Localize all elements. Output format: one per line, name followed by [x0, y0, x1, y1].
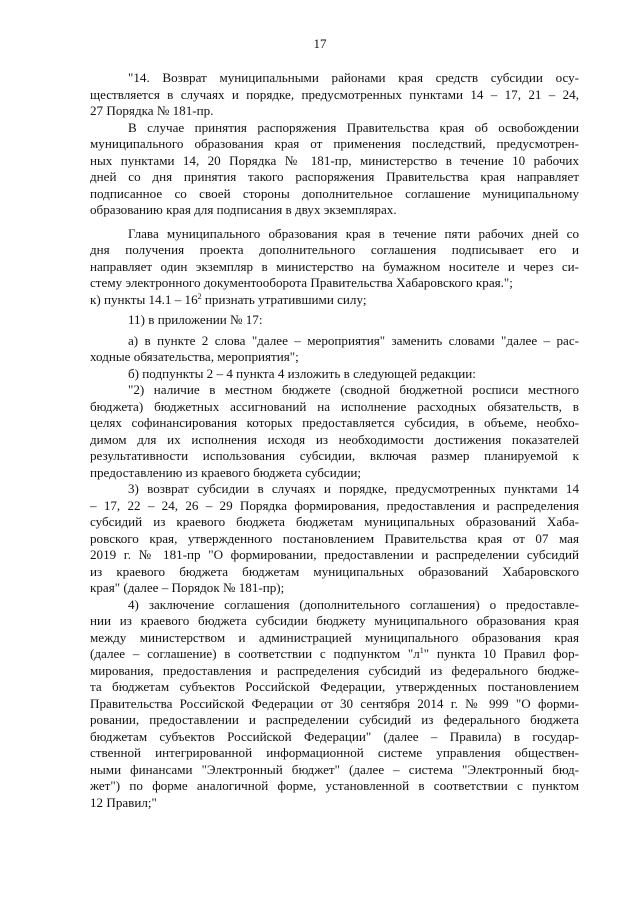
text-line: направляет один экземпляр в министерство на бумажном носителе и через си- — [90, 258, 579, 274]
text-line: целях софинансирования которых предоставляется субсидия, в объеме, необхо- — [90, 415, 579, 430]
paragraph-item-14 — [90, 70, 579, 120]
text-line: результативности использования субсидии, включая размер планируемой к — [90, 448, 579, 463]
text-fragment: " пункта 10 Правил фор- — [423, 646, 580, 661]
text-line: образованию края для подписания в двух экземплярах. — [90, 202, 397, 217]
superscript: 1 — [419, 646, 424, 655]
paragraph-subitem-b — [90, 366, 579, 383]
text-line: 27 Порядка № 181-пр. — [90, 103, 214, 118]
text-fragment: к) пункты 14.1 – 16 — [90, 291, 198, 307]
paragraph-head-signs — [90, 226, 579, 292]
text-line: ными финансами "Электронный бюджет" (далее – система "Электронный бюд- — [90, 761, 579, 777]
text-line: "2) наличие в местном бюджете (сводной бюджетной росписи местного — [128, 382, 579, 397]
text-line — [90, 292, 579, 309]
text-line: из краевого бюджета бюджетам муниципальных образований Хабаровского — [90, 563, 579, 579]
text-line: а) в пункте 2 слова "далее – мероприятия" заменить словами "далее – рас- — [128, 332, 579, 348]
page-number: 17 — [313, 36, 327, 51]
text-line: бюджетам субъектов Российской Федерации" (далее – Правила) в государ- — [90, 728, 579, 744]
text-line: муниципального образования края от применения последствий, предусмотрен- — [90, 136, 579, 151]
text-line: 11) в приложении № 17: — [128, 312, 263, 327]
text-line: ных пунктами 14, 20 Порядка № 181-пр, министерство в течение 10 рабочих — [90, 152, 579, 168]
text-line: ровского края, утвержденного постановлением Правительства края от 07 мая — [90, 530, 579, 546]
text-line: димом для их исполнения исходя из необходимости достижения показателей — [90, 431, 579, 447]
paragraph-subitem-k — [90, 292, 579, 309]
text-line: нии из краевого бюджета субсидии бюджету муниципального образования края — [90, 613, 579, 628]
superscript: 2 — [197, 291, 202, 301]
text-line: предоставлению из краевого бюджета субсидии; — [90, 464, 362, 480]
text-line: между министерством и администрацией муниципального образования края — [90, 629, 579, 645]
document-body — [90, 70, 579, 811]
text-line — [90, 646, 579, 663]
paragraph-subitem-a — [90, 333, 579, 366]
paragraph-exemption — [90, 120, 579, 219]
text-line: Глава муниципального образования края в течение пяти рабочих дней со — [128, 225, 579, 241]
text-line: ровании, предоставлении и распределении субсидий из федерального бюджета — [90, 712, 579, 727]
text-line: стему электронного документооборота Правительства Хабаровского края."; — [90, 275, 513, 290]
text-line: 2019 г. № 181-пр "О формировании, предоставлении и распределении субсидий — [90, 547, 579, 562]
text-line: – 17, 22 – 24, 26 – 29 Порядка формирования, предоставления и распределения — [90, 497, 579, 513]
text-line: ходные обязательства, мероприятия"; — [90, 349, 299, 364]
text-line: дней со дня принятия такого распоряжения Правительства края направляет — [90, 169, 579, 184]
text-fragment: признать утратившими силу; — [201, 291, 367, 307]
text-line: края" (далее – Порядок № 181-пр); — [90, 580, 285, 595]
text-line: субсидий из краевого бюджета бюджетам муниципальных образований Хаба- — [90, 514, 579, 529]
text-line: подписанное со своей стороны дополнительное соглашение муниципальному — [90, 185, 579, 201]
text-line: В случае принятия распоряжения Правительства края об освобождении — [128, 119, 579, 135]
paragraph-item-11 — [90, 312, 579, 329]
paragraph-subpoint-4 — [90, 597, 579, 812]
text-fragment: (далее – соглашение) в соответствии с подпунктом "л — [90, 646, 420, 661]
text-line: та бюджетам субъектов Российской Федерации, утвержденных постановлением — [90, 679, 579, 694]
text-line: Правительства Российской Федерации от 30 сентября 2014 г. № 999 "О форми- — [90, 695, 579, 711]
text-line: жет") по форме аналогичной форме, установленной в соответствии с пунктом — [90, 778, 579, 793]
text-line: 4) заключение соглашения (дополнительного соглашения) о предоставле- — [128, 596, 579, 612]
paragraph-subpoint-3 — [90, 481, 579, 597]
text-line: 3) возврат субсидии в случаях и порядке, предусмотренных пунктами 14 — [128, 481, 579, 496]
text-line: б) подпункты 2 – 4 пункта 4 изложить в следующей редакции: — [128, 365, 476, 381]
text-line: 12 Правил;" — [90, 794, 157, 810]
text-line: ществляется в случаях и порядке, предусмотренных пунктами 14 – 17, 21 – 24, — [90, 86, 579, 102]
text-line: бюджета) бюджетных ассигнований на исполнение расходных обязательств, в — [90, 398, 579, 414]
paragraph-subpoint-2 — [90, 382, 579, 481]
text-line: мирования, предоставления и распределения субсидий из федерального бюдже- — [90, 662, 579, 678]
text-line: "14. Возврат муниципальными районами края средств субсидии осу- — [128, 70, 579, 85]
text-line: ственной интегрированной информационной системе управления обществен- — [90, 745, 579, 760]
text-line: дня получения проекта дополнительного соглашения подписывает его и — [90, 242, 579, 257]
